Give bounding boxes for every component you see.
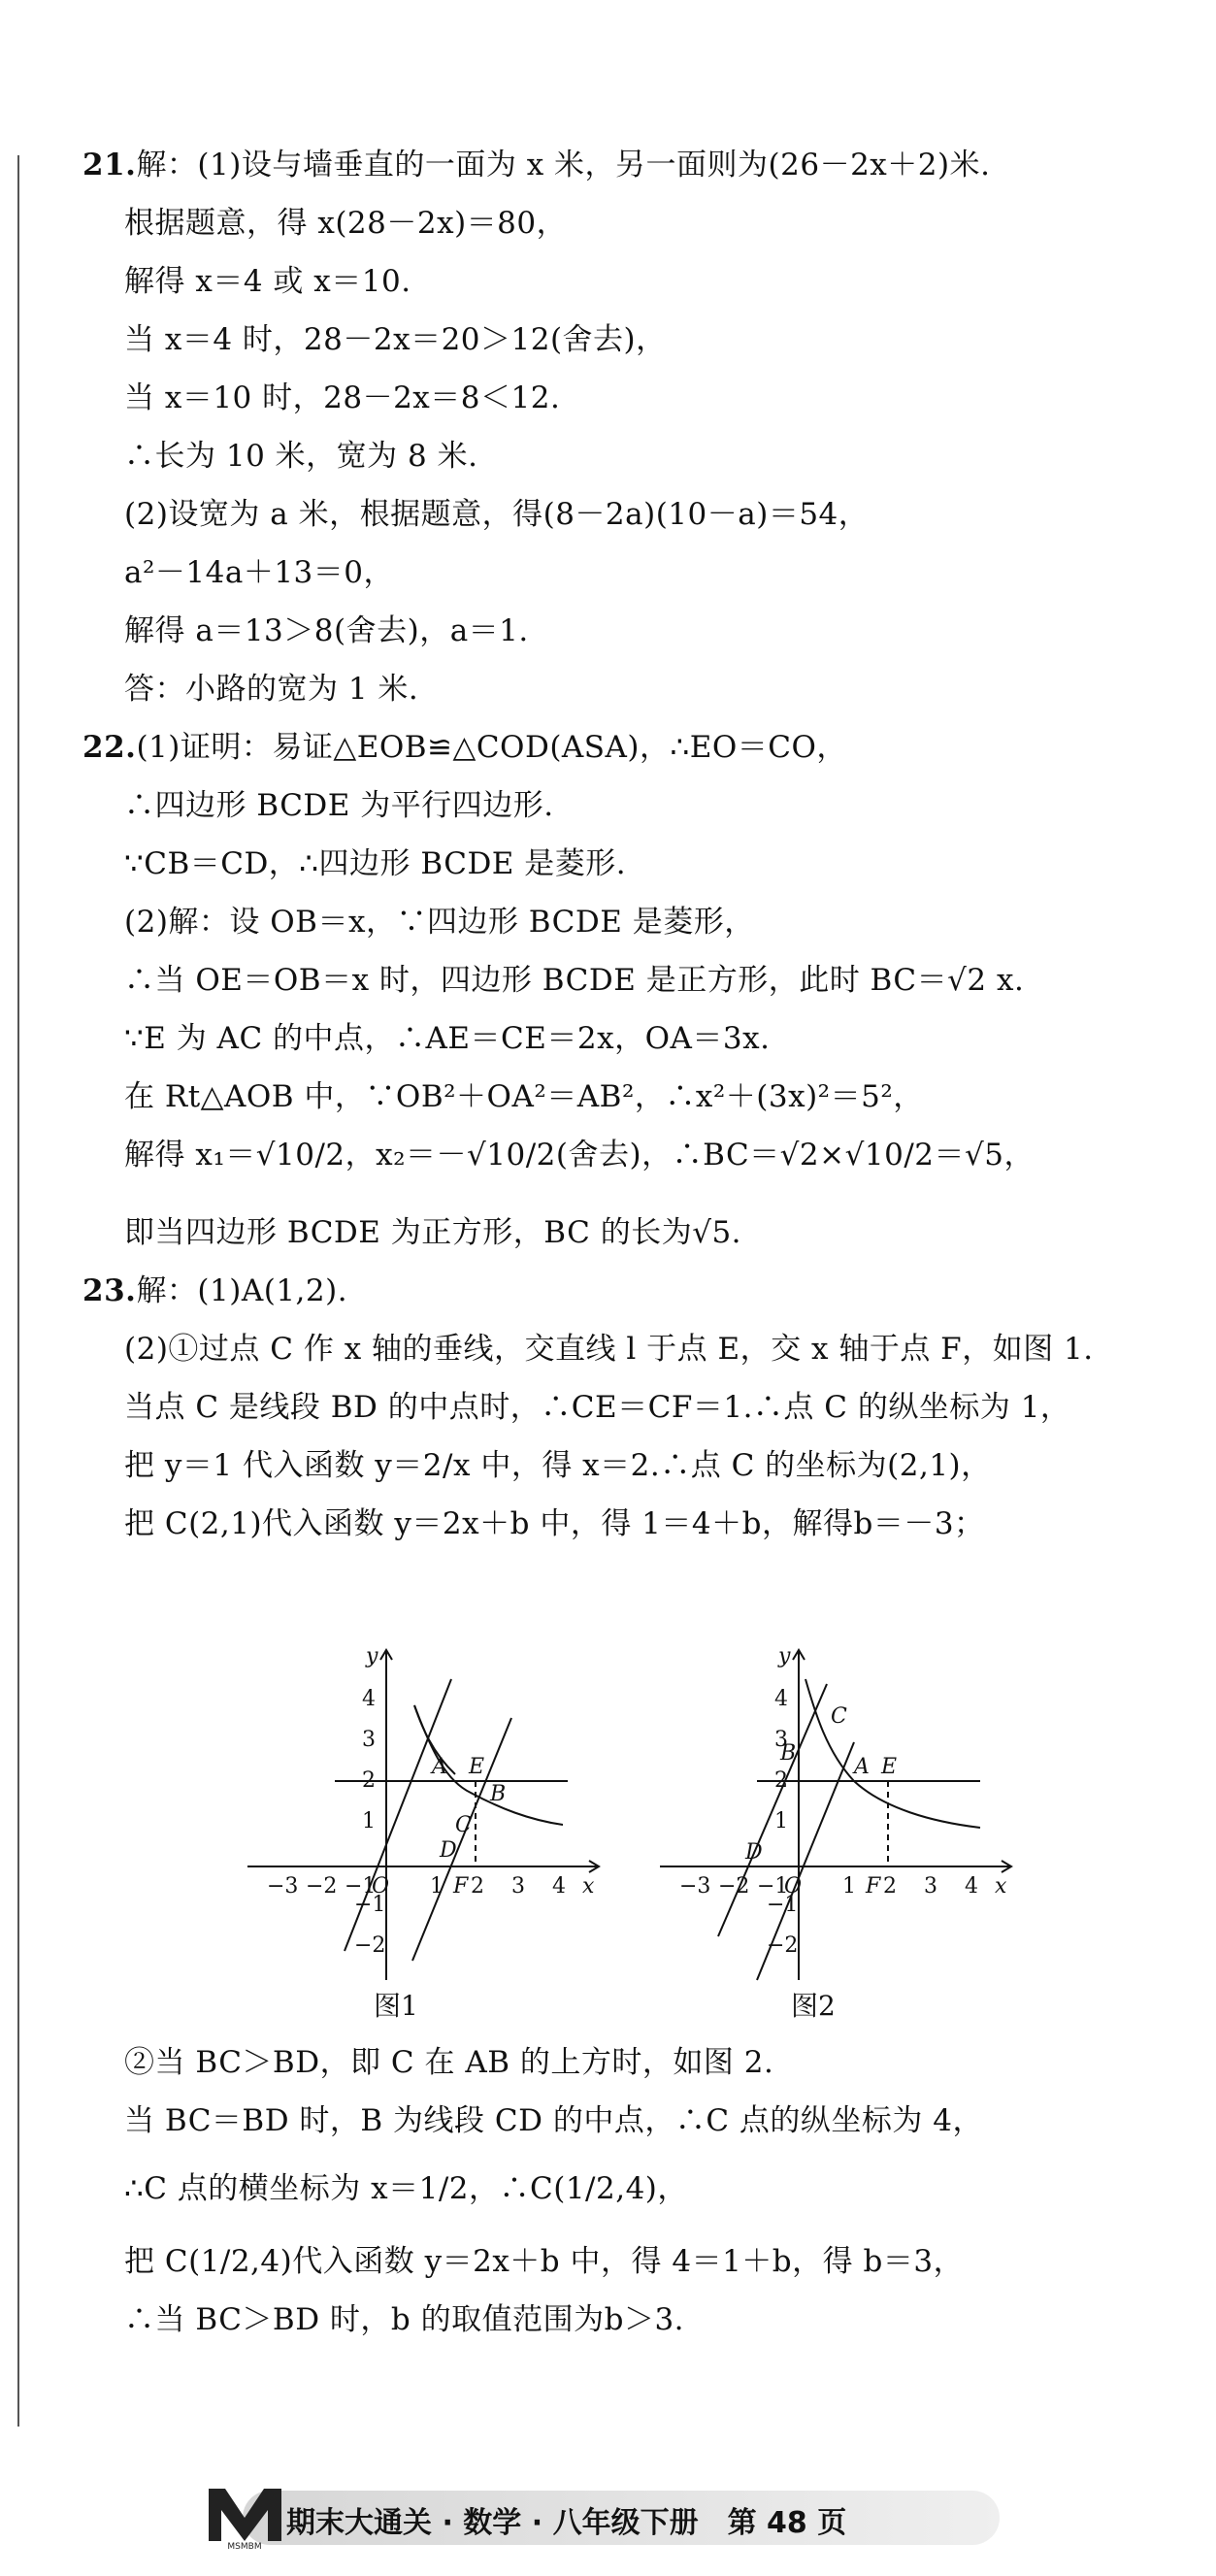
solution-line: [124, 1388, 1070, 1427]
fig2-tick-label: −1: [767, 1893, 799, 1917]
solution-line: [124, 1136, 1035, 1174]
solution-line: [82, 728, 847, 767]
fig1-tick-label: 2: [471, 1874, 484, 1899]
fig1-point-label: B: [490, 1782, 507, 1806]
figure-2-caption: 图2: [791, 1990, 836, 2022]
footer-text: 期末大通关 · 数学 · 八年级下册 第 48 页: [286, 2506, 847, 2540]
fig1-tick-label: F: [453, 1874, 469, 1899]
fig1-tick-label: −2: [354, 1933, 386, 1958]
fig1-tick-label: 4: [552, 1874, 566, 1899]
fig2-point-label: C: [831, 1704, 847, 1729]
fig2-point-label: A: [854, 1755, 870, 1779]
solution-line: [124, 2242, 964, 2281]
solution-line: [124, 204, 567, 243]
fig1-axis-label-y: y: [366, 1645, 378, 1668]
solution-text: 答：小路的宽为 1 米.: [124, 672, 419, 707]
question-number: 21.: [82, 148, 137, 182]
solution-line: [124, 611, 529, 650]
fig1-tick-label: −3: [267, 1874, 299, 1899]
solution-text: (2)设宽为 a 米，根据题意，得(8－2a)(10－a)＝54，: [124, 497, 870, 532]
solution-text: ∴当 OE＝OB＝x 时，四边形 BCDE 是正方形，此时 BC＝√2 x.: [124, 963, 1025, 998]
solution-line: [124, 844, 626, 883]
solution-line: [124, 2101, 983, 2140]
fig2-tick-label: −2: [767, 1933, 799, 1958]
solution-text: a²－14a＋13＝0，: [124, 555, 395, 590]
fig2-tick-label: 2: [774, 1768, 788, 1793]
fig2-tick-label: 1: [774, 1809, 788, 1833]
fig1-tick-label: 3: [511, 1874, 525, 1899]
solution-text: 把 C(2,1)代入函数 y＝2x＋b 中，得 1＝4＋b，解得b＝－3；: [124, 1506, 985, 1541]
solution-line: [124, 961, 1024, 1000]
solution-line: [124, 2043, 773, 2082]
solution-text: 即当四边形 BCDE 为正方形，BC 的长为√5.: [124, 1215, 742, 1250]
fig1-tick-label: 3: [362, 1728, 376, 1752]
solution-text: 解：(1)A(1,2).: [136, 1273, 348, 1308]
fig2-tick-label: 1: [842, 1874, 856, 1899]
solution-line: [124, 437, 477, 476]
fig1-tick-label: −1: [345, 1874, 377, 1899]
solution-line: [124, 262, 411, 301]
solution-line: [82, 146, 990, 184]
solution-line: [124, 553, 394, 592]
question-number: 23.: [82, 1273, 137, 1308]
solution-line: [124, 903, 755, 941]
fig2-point-label: E: [881, 1755, 898, 1779]
solution-line: [124, 1213, 741, 1252]
solution-text: 把 y＝1 代入函数 y＝2/x 中，得 x＝2.∴点 C 的坐标为(2,1)，: [124, 1448, 992, 1483]
solution-text: ②当 BC＞BD，即 C 在 AB 的上方时，如图 2.: [124, 2045, 774, 2080]
solution-text: ∴四边形 BCDE 为平行四边形.: [124, 788, 554, 823]
solution-line: [124, 1077, 924, 1116]
fig2-point-label: D: [745, 1840, 763, 1865]
fig2-axis-label-x: x: [995, 1874, 1007, 1899]
solution-text: ∵E 为 AC 的中点，∴AE＝CE＝2x，OA＝3x.: [124, 1021, 771, 1056]
page-footer: [204, 2481, 1000, 2551]
solution-text: 当 x＝10 时，28－2x＝8＜12.: [124, 380, 561, 415]
figure-1: [247, 1645, 607, 1985]
publisher-logo-icon: [204, 2481, 286, 2551]
solution-line: [124, 1446, 992, 1485]
svg-text:MSMBM: MSMBM: [227, 2542, 262, 2551]
solution-text: (1)证明：易证△EOB≌△COD(ASA)，∴EO＝CO，: [136, 730, 847, 765]
solution-text: (2)解：设 OB＝x，∵四边形 BCDE 是菱形，: [124, 905, 755, 940]
solution-line: [124, 786, 554, 825]
fig2-tick-label: −2: [718, 1874, 750, 1899]
fig1-tick-label: 4: [362, 1687, 376, 1711]
fig1-point-label: E: [469, 1755, 485, 1779]
solution-line: [124, 379, 560, 417]
solution-text: ∴C 点的横坐标为 x＝1/2，∴C(1/2,4)，: [124, 2171, 688, 2206]
fig2-point-label: B: [780, 1741, 797, 1766]
solution-text: 在 Rt△AOB 中，∵OB²＋OA²＝AB²，∴x²＋(3x)²＝5²，: [124, 1079, 924, 1114]
solution-line: [124, 495, 869, 534]
solution-line: [124, 1330, 1094, 1369]
fig1-tick-label: O: [372, 1874, 390, 1899]
solution-line: [82, 1271, 347, 1310]
fig2-tick-label: −1: [757, 1874, 789, 1899]
solution-line: [124, 1019, 770, 1058]
fig1-point-label: A: [432, 1755, 447, 1779]
fig1-axis-label-x: x: [582, 1874, 595, 1899]
fig1-tick-label: −2: [306, 1874, 338, 1899]
solution-line: [124, 1504, 985, 1543]
solution-text: 当点 C 是线段 BD 的中点时，∴CE＝CF＝1.∴点 C 的纵坐标为 1，: [124, 1390, 1071, 1425]
solution-text: 当 x＝4 时，28－2x＝20＞12(舍去)，: [124, 322, 667, 357]
solution-text: 解得 x＝4 或 x＝10.: [124, 264, 411, 299]
fig1-tick-label: 1: [430, 1874, 444, 1899]
solution-line: [124, 2300, 684, 2339]
solution-text: (2)①过点 C 作 x 轴的垂线，交直线 l 于点 E，交 x 轴于点 F，如图 1.: [124, 1332, 1094, 1367]
solution-text: 把 C(1/2,4)代入函数 y＝2x＋b 中，得 4＝1＋b，得 b＝3，: [124, 2244, 965, 2279]
solution-line: [124, 670, 418, 709]
solution-line: [124, 2169, 688, 2208]
fig2-axis-label-y: y: [778, 1645, 791, 1668]
solution-text: 解：(1)设与墙垂直的一面为 x 米，另一面则为(26－2x＋2)米.: [136, 148, 991, 182]
solution-text: ∴长为 10 米，宽为 8 米.: [124, 439, 478, 474]
question-number: 22.: [82, 730, 137, 765]
fig2-tick-label: 4: [774, 1687, 788, 1711]
fig1-point-label: D: [440, 1838, 457, 1863]
fig2-tick-label: 3: [924, 1874, 937, 1899]
fig2-tick-label: 2: [883, 1874, 897, 1899]
fig1-tick-label: 2: [362, 1768, 376, 1793]
figure-2: [660, 1645, 1019, 1985]
solution-text: 当 BC＝BD 时，B 为线段 CD 的中点，∴C 点的纵坐标为 4，: [124, 2103, 983, 2138]
fig2-tick-label: O: [784, 1874, 803, 1899]
solution-text: 解得 a＝13＞8(舍去)，a＝1.: [124, 613, 529, 648]
fig1-tick-label: 1: [362, 1809, 376, 1833]
figure-1-caption: 图1: [374, 1990, 418, 2022]
fig2-tick-label: 3: [774, 1728, 788, 1752]
fig1-point-label: C: [455, 1813, 472, 1837]
solution-line: [124, 320, 667, 359]
fig2-tick-label: F: [866, 1874, 881, 1899]
fig2-tick-label: 4: [965, 1874, 978, 1899]
solution-text: 根据题意，得 x(28－2x)＝80，: [124, 206, 568, 241]
solution-text: 解得 x₁＝√10/2，x₂＝－√10/2(舍去)，∴BC＝√2×√10/2＝√5，: [124, 1138, 1035, 1172]
fig1-tick-label: −1: [354, 1893, 386, 1917]
left-margin-rule: [17, 155, 19, 2427]
solution-text: ∴当 BC＞BD 时，b 的取值范围为b＞3.: [124, 2302, 685, 2337]
fig2-tick-label: −3: [679, 1874, 711, 1899]
solution-text: ∵CB＝CD，∴四边形 BCDE 是菱形.: [124, 846, 627, 881]
